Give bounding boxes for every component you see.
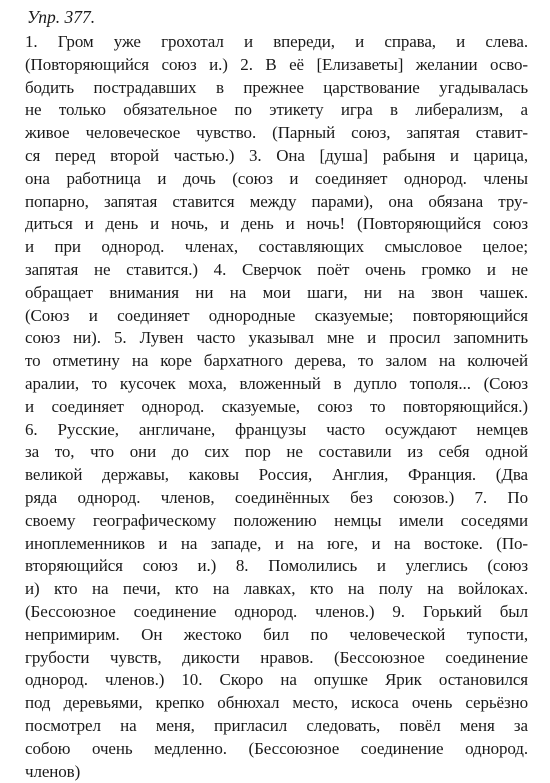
text-line: иноплеменников и на западе, и на юге, и на востоке. (По- xyxy=(25,533,528,556)
text-line: вторяющийся союз и.) 8. Помолились и улеглись (союз xyxy=(25,555,528,578)
text-line: диться и день и ночь, и день и ночь! (Повторяющийся союз xyxy=(25,213,528,236)
text-line: аралии, то кусочек моха, вложенный в дупло тополя... (Союз xyxy=(25,373,528,396)
text-line: и соединяет однород. сказуемые, союз то повторяющийся.) xyxy=(25,396,528,419)
exercise-title: Упр. 377. xyxy=(27,6,528,28)
text-line: ся перед второй частью.) 3. Она [душа] рабыня и царица, xyxy=(25,145,528,168)
text-line: не только обязательное по этикету игра в либерализм, а xyxy=(25,99,528,122)
text-line: посмотрел на меня, пригласил следовать, повёл меня за xyxy=(25,715,528,738)
text-line: ряда однород. членов, соединённых без союзов.) 7. По xyxy=(25,487,528,510)
text-line: непримирим. Он жестоко бил по человеческой тупости, xyxy=(25,624,528,647)
text-line: бодить пострадавших в прежнее царствование угадывалась xyxy=(25,77,528,100)
text-line: живое человеческое чувство. (Парный союз, запятая ставит- xyxy=(25,122,528,145)
text-line: (Бессоюзное соединение однород. членов.) 9. Горький был xyxy=(25,601,528,624)
text-line: 6. Русские, англичане, французы часто осуждают немцев xyxy=(25,419,528,442)
text-line: и) кто на печи, кто на лавках, кто на полу на войлоках. xyxy=(25,578,528,601)
text-line: однород. членов.) 10. Скоро на опушке Ярик остановился xyxy=(25,669,528,692)
text-line: союз ни). 5. Лувен часто указывал мне и просил запомнить xyxy=(25,327,528,350)
text-line: членов) xyxy=(25,761,528,783)
text-line: 1. Гром уже грохотал и впереди, и справа, и слева. xyxy=(25,31,528,54)
text-line: грубости чувств, дикости нравов. (Бессоюзное соединение xyxy=(25,647,528,670)
text-line: и при однород. членах, составляющих смысловое целое; xyxy=(25,236,528,259)
exercise-text xyxy=(25,31,528,783)
text-line: собою очень медленно. (Бессоюзное соединение однород. xyxy=(25,738,528,761)
text-line: своему географическому положению немцы имели соседями xyxy=(25,510,528,533)
text-line: запятая не ставится.) 4. Сверчок поёт очень громко и не xyxy=(25,259,528,282)
text-line: (Союз и соединяет однородные сказуемые; повторяющийся xyxy=(25,305,528,328)
text-line: то отметину на коре бархатного дерева, то залом на колючей xyxy=(25,350,528,373)
text-line: попарно, запятая ставится между парами), она обязана тру- xyxy=(25,191,528,214)
text-line: обращает внимания ни на мои шаги, ни на звон чашек. xyxy=(25,282,528,305)
text-line: за то, что они до сих пор не составили из себя одной xyxy=(25,441,528,464)
text-line: (Повторяющийся союз и.) 2. В её [Елизаветы] желании осво- xyxy=(25,54,528,77)
text-line: она работница и дочь (союз и соединяет однород. члены xyxy=(25,168,528,191)
text-line: великой державы, каковы Россия, Англия, Франция. (Два xyxy=(25,464,528,487)
text-line: под деревьями, крепко обнюхал место, искоса очень серьёзно xyxy=(25,692,528,715)
